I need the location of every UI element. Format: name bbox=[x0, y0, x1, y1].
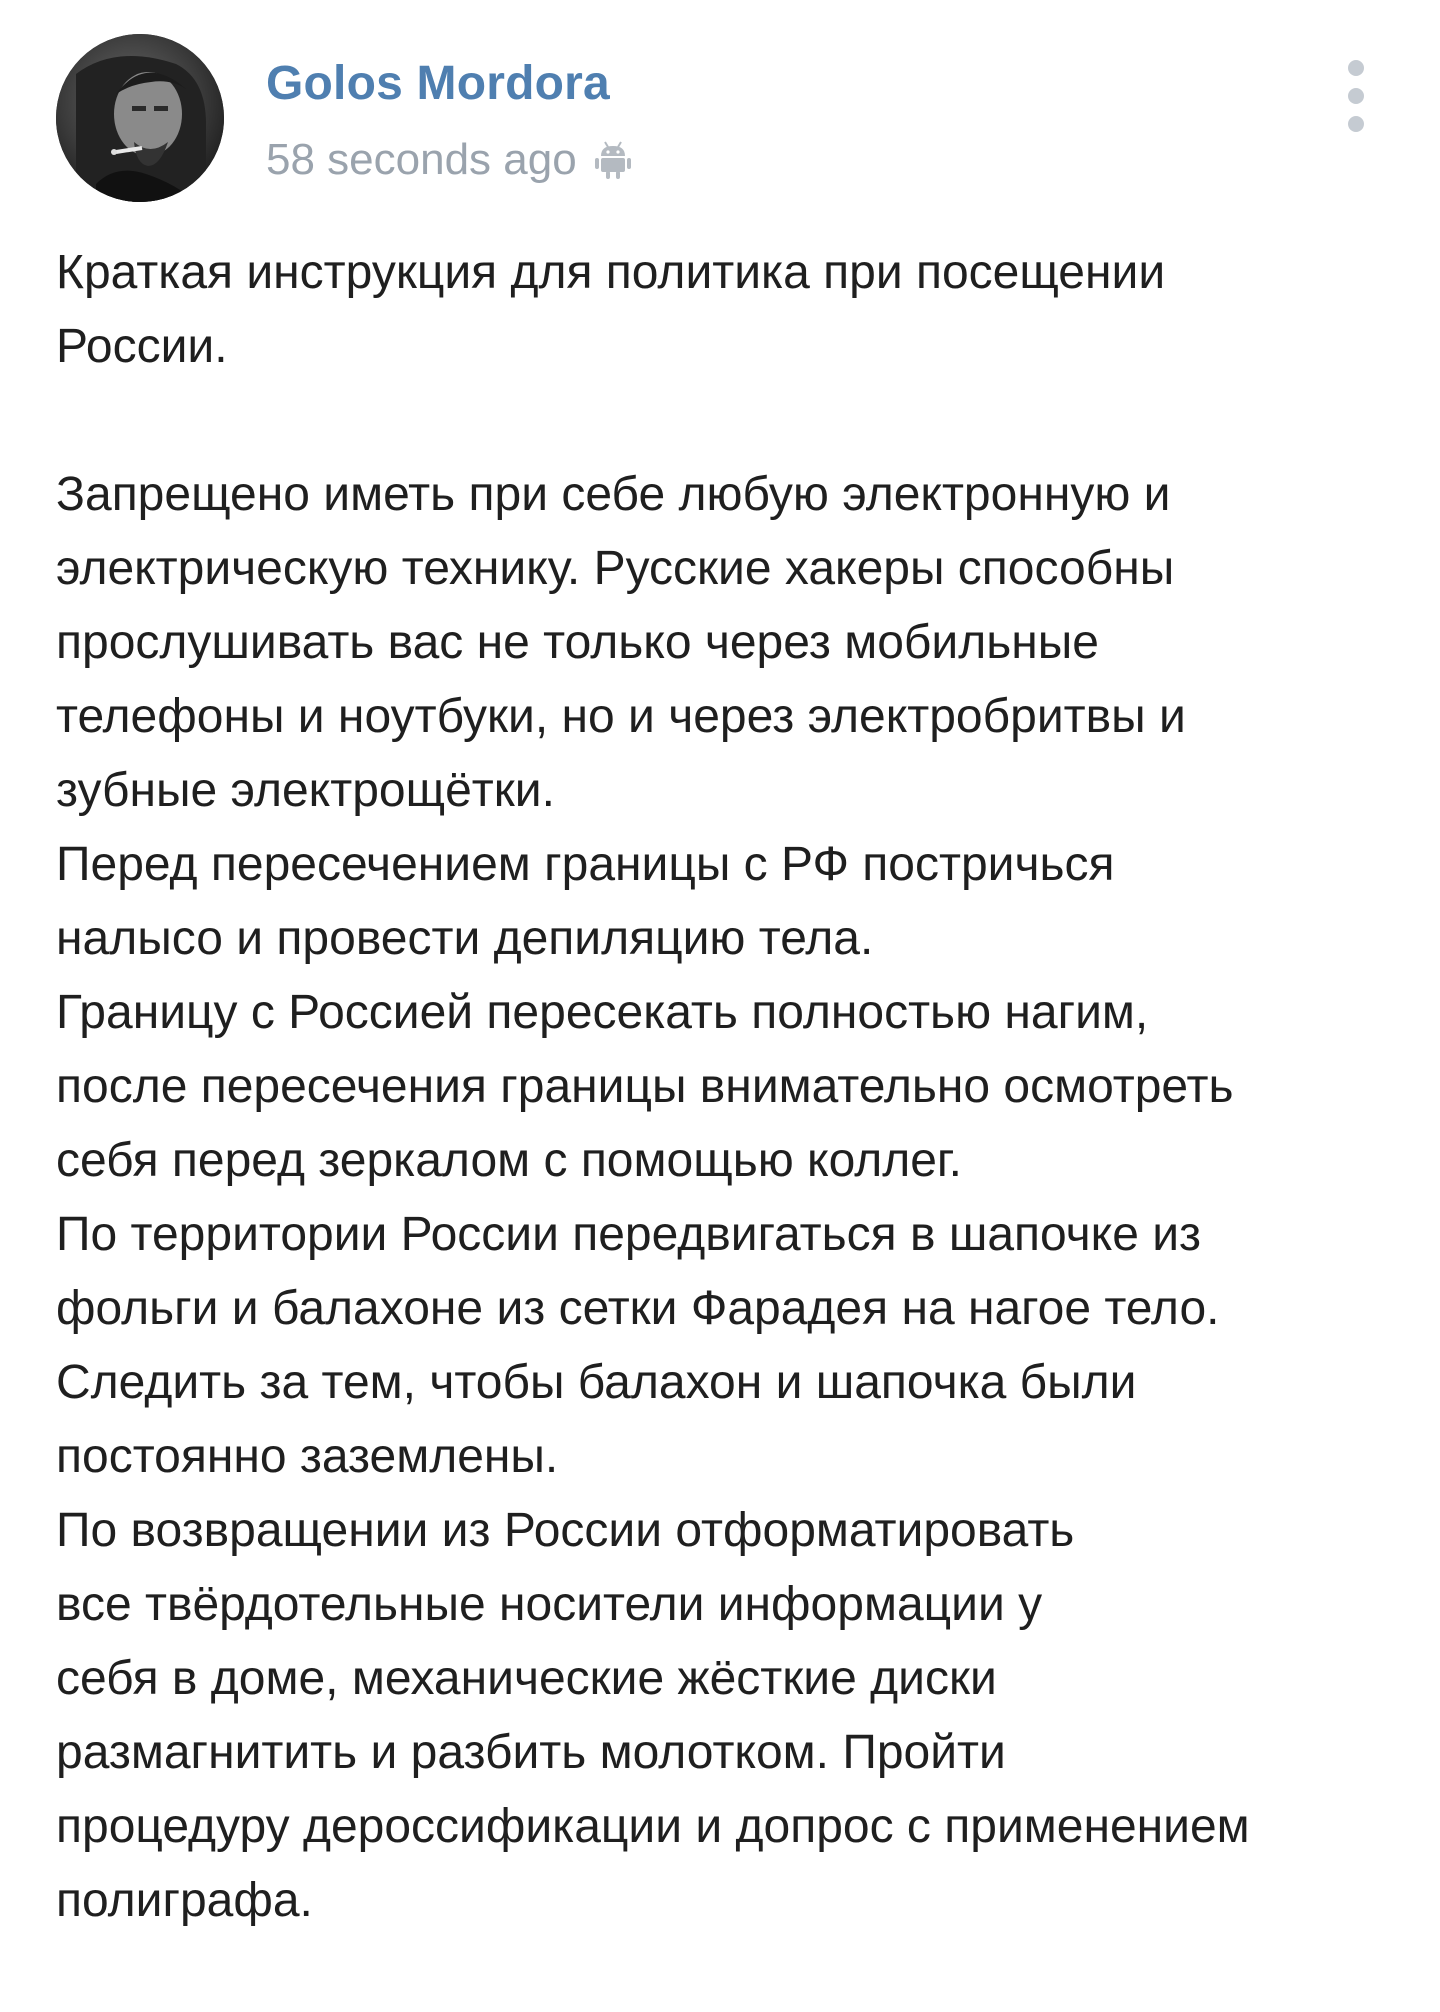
post-text-line: России. bbox=[56, 320, 228, 373]
post-text-line: себя перед зеркалом с помощью коллег. bbox=[56, 1134, 962, 1187]
post-text-line: Следить за тем, чтобы балахон и шапочка были bbox=[56, 1356, 1137, 1409]
post-header bbox=[56, 34, 1386, 204]
post-text-line: себя в доме, механические жёсткие диски bbox=[56, 1652, 997, 1705]
post-text bbox=[56, 236, 1396, 1938]
post-text-line: Границу с Россией пересекать полностью нагим, bbox=[56, 986, 1149, 1039]
avatar[interactable] bbox=[56, 34, 224, 202]
author-name[interactable]: Golos Mordora bbox=[266, 57, 610, 110]
post-text-line: процедуру дероссификации и допрос с применением bbox=[56, 1800, 1250, 1853]
post-text-line: По территории России передвигаться в шапочке из bbox=[56, 1208, 1202, 1261]
avatar-image bbox=[56, 34, 224, 202]
post-text-line: Запрещено иметь при себе любую электронную и bbox=[56, 468, 1171, 521]
post-text-line: постоянно заземлены. bbox=[56, 1430, 559, 1483]
post-text-line: размагнитить и разбить молотком. Пройти bbox=[56, 1726, 1006, 1779]
post-text-line: фольги и балахоне из сетки Фарадея на нагое тело. bbox=[56, 1282, 1220, 1335]
post-text-line: электрическую технику. Русские хакеры способны bbox=[56, 542, 1175, 595]
post-text-line: телефоны и ноутбуки, но и через электробритвы и bbox=[56, 690, 1186, 743]
post-text-line: после пересечения границы внимательно осмотреть bbox=[56, 1060, 1234, 1113]
post-text-line: прослушивать вас не только через мобильные bbox=[56, 616, 1099, 669]
post-text-line: По возвращении из России отформатировать bbox=[56, 1504, 1075, 1557]
post-text-line: Краткая инструкция для политика при посещении bbox=[56, 246, 1166, 299]
post-text-line: полиграфа. bbox=[56, 1874, 313, 1927]
paragraph-gap bbox=[56, 384, 1396, 458]
post-text-line: налысо и провести депиляцию тела. bbox=[56, 912, 874, 965]
android-icon bbox=[595, 140, 631, 180]
more-vertical-icon bbox=[1326, 48, 1386, 158]
post-text-line: Перед пересечением границы с РФ постричься bbox=[56, 838, 1115, 891]
more-options-button[interactable] bbox=[1326, 48, 1386, 158]
timestamp: 58 seconds ago bbox=[266, 135, 577, 184]
post-text-line: все твёрдотельные носители информации у bbox=[56, 1578, 1043, 1631]
post-meta bbox=[266, 130, 631, 190]
post-text-line: зубные электрощётки. bbox=[56, 764, 555, 817]
